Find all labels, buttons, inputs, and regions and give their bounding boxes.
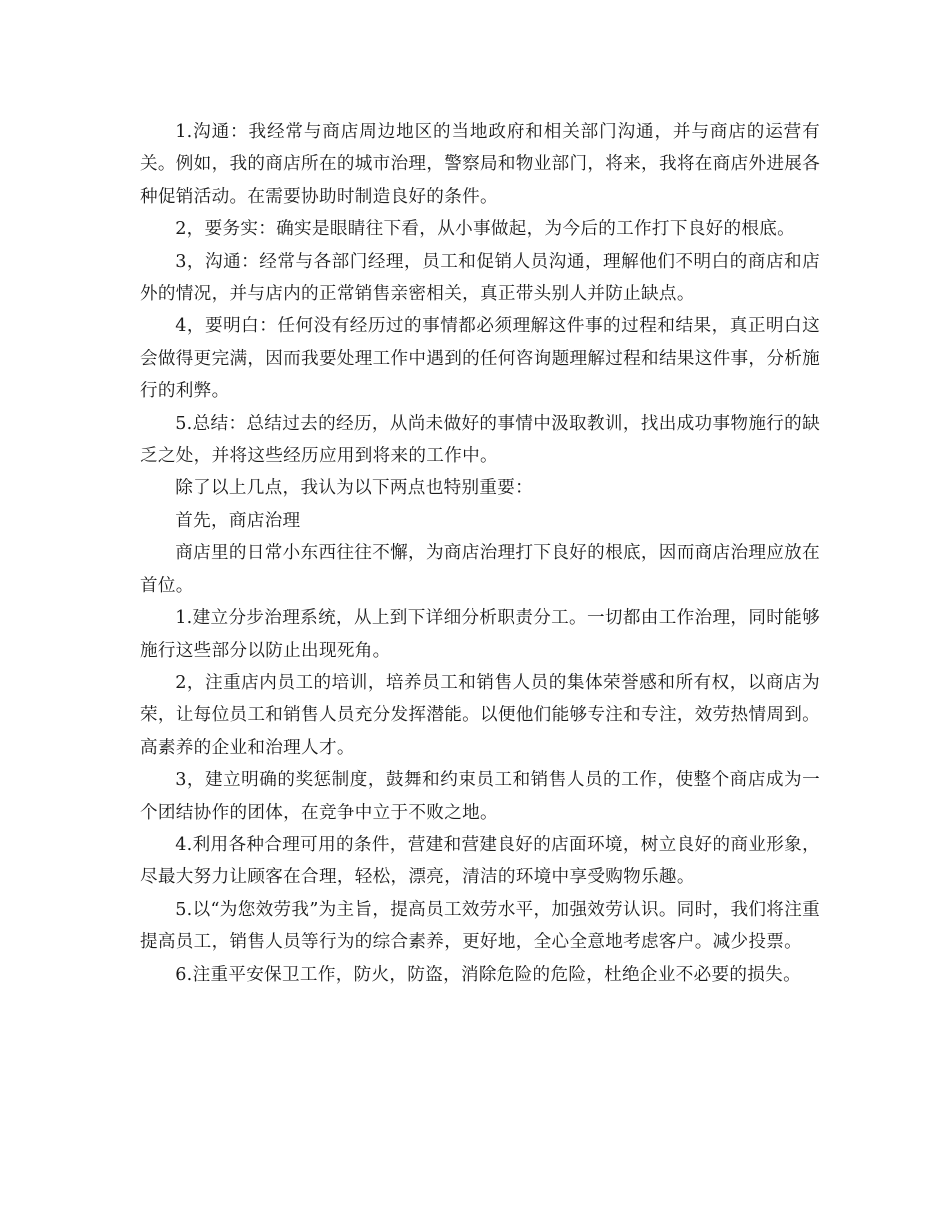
paragraph-safety-security: 6.注重平安保卫工作，防火，防盗，消除危险的危险，杜绝企业不必要的损失。 xyxy=(175,964,801,985)
paragraph-staff-training: 2，注重店内员工的培训，培养员工和销售人员的集体荣誉感和所有权，以商店为荣，让每位员工和销售人员充分发挥潜能。以便他们能够专注和专注，效劳热情周到。高素养的企业和治理人才。 xyxy=(140,672,820,758)
paragraph-management-system: 1.建立分步治理系统，从上到下详细分析职责分工。一切都由工作治理，同时能够施行这些部分以防止出现死角。 xyxy=(140,608,820,661)
paragraph-communication-government: 1.沟通：我经常与商店周边地区的当地政府和相关部门沟通，并与商店的运营有关。例如，我的商店所在的城市治理，警察局和物业部门，将来，我将在商店外进展各种促销活动。在需要协助时制造良好的条件。 xyxy=(140,122,820,207)
paragraph-communication-staff: 3，沟通：经常与各部门经理，员工和促销人员沟通，理解他们不明白的商店和店外的情况，并与店内的正常销售亲密相关，真正带头别人并防止缺点。 xyxy=(140,251,820,305)
paragraph-store-environment: 4.利用各种合理可用的条件，营建和营建良好的店面环境，树立良好的商业形象，尽最大努力让顾客在合理，轻松，漂亮，清洁的环境中享受购物乐趣。 xyxy=(140,834,820,888)
document-body xyxy=(140,116,820,991)
paragraph-summary: 5.总结：总结过去的经历，从尚未做好的事情中汲取教训，找出成功事物施行的缺乏之处，并将这些经历应用到将来的工作中。 xyxy=(140,413,820,467)
paragraph-reward-system: 3，建立明确的奖惩制度，鼓舞和约束员工和销售人员的工作，使整个商店成为一个团结协作的团体，在竞争中立于不败之地。 xyxy=(140,770,820,823)
paragraph-pragmatic: 2，要务实：确实是眼睛往下看，从小事做起，为今后的工作打下良好的根底。 xyxy=(175,219,796,240)
paragraph-additional-points: 除了以上几点，我认为以下两点也特别重要： xyxy=(175,478,534,499)
paragraph-store-management-intro: 商店里的日常小东西往往不懈，为商店治理打下良好的根底，因而商店治理应放在首位。 xyxy=(140,543,820,596)
paragraph-service-quality: 5.以“为您效劳我”为主旨，提高员工效劳水平，加强效劳认识。同时，我们将注重提高员工，销售人员等行为的综合素养，更好地，全心全意地考虑客户。减少投票。 xyxy=(140,899,820,953)
section-heading-store-management: 首先，商店治理 xyxy=(175,510,301,531)
paragraph-understanding: 4，要明白：任何没有经历过的事情都必须理解这件事的过程和结果，真正明白这会做得更完满，因而我要处理工作中遇到的任何咨询题理解过程和结果这件事，分析施行的利弊。 xyxy=(140,316,820,402)
